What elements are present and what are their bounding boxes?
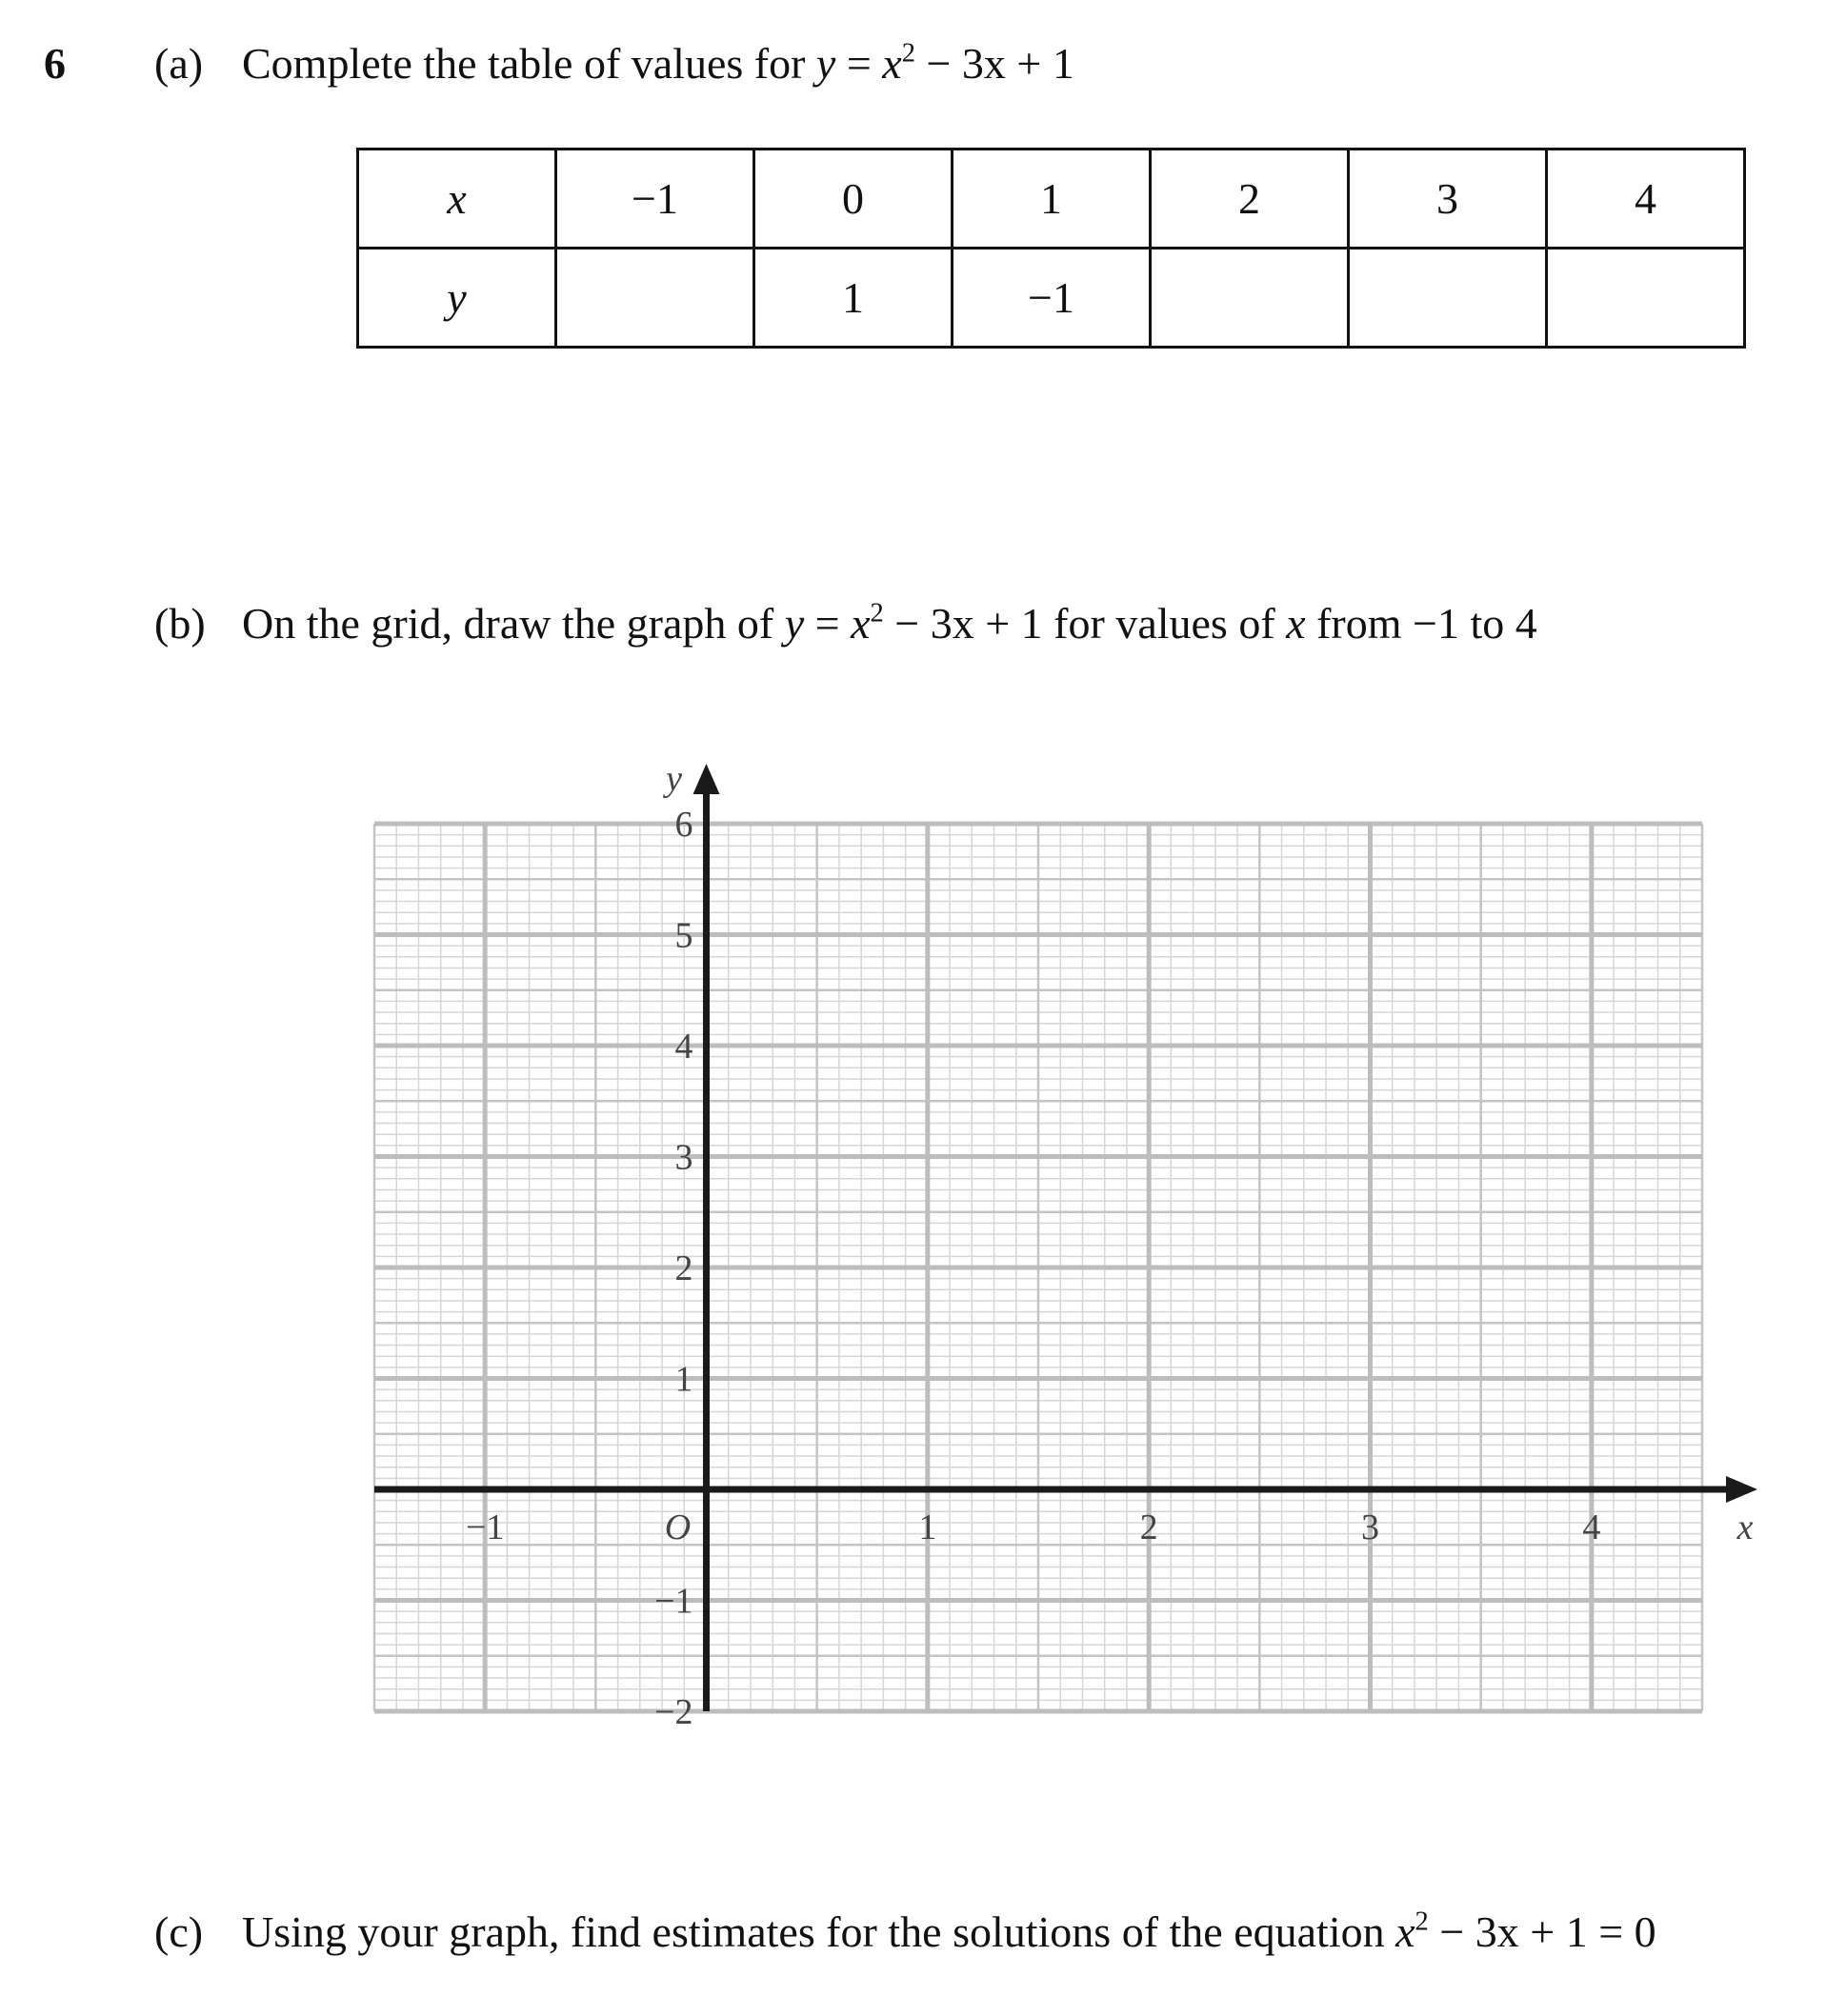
part-c-text: Using your graph, find estimates for the solutions of the equation: [242, 1907, 1396, 1956]
eq-square: 2: [870, 598, 884, 629]
x-value-cell: −1: [556, 150, 754, 249]
eq-x: x: [851, 599, 871, 648]
eq-equals: =: [804, 599, 852, 648]
y-tick-label: 2: [674, 1248, 693, 1288]
part-a-text: Complete the table of values for: [242, 39, 816, 88]
y-value-cell: −1: [953, 249, 1151, 348]
y-tick-label: 4: [674, 1027, 693, 1067]
y-axis-label: y: [666, 759, 682, 799]
x-axis-arrow: [1726, 1476, 1757, 1503]
eq-square: 2: [901, 38, 915, 69]
x-value-cell: 0: [754, 150, 953, 249]
eq-y: y: [815, 39, 836, 88]
y-tick-label: 6: [674, 805, 693, 845]
x-tick-label: 2: [1139, 1507, 1158, 1547]
y-tick-label: 5: [674, 915, 693, 956]
x-tick-label: 4: [1582, 1507, 1601, 1547]
eq-rest: − 3x + 1 = 0: [1428, 1907, 1656, 1956]
y-axis-arrow: [693, 764, 720, 794]
x-header: x: [358, 150, 556, 249]
part-c-label: (c): [154, 1907, 204, 1956]
eq-y: y: [784, 599, 805, 648]
eq-rest: − 3x + 1: [914, 39, 1074, 88]
x-tick-label: 1: [918, 1507, 937, 1547]
part-b-text: On the grid, draw the graph of: [242, 599, 785, 648]
question-number: 6: [44, 39, 66, 88]
part-c-prompt: [154, 1906, 1656, 1957]
x-value-cell: 2: [1151, 150, 1349, 249]
eq-x: x: [1395, 1907, 1415, 1956]
y-value-cell: 1: [754, 249, 953, 348]
x-tick-label: −1: [465, 1507, 505, 1547]
eq-x: x: [882, 39, 902, 88]
y-tick-label: −2: [654, 1692, 693, 1732]
y-tick-label: −1: [654, 1581, 693, 1622]
eq-rest: − 3x + 1 for values of: [883, 599, 1287, 648]
y-tick-label: 3: [674, 1137, 693, 1178]
origin-label: O: [664, 1507, 692, 1547]
var-x: x: [1286, 599, 1306, 648]
eq-equals: =: [835, 39, 883, 88]
x-value-cell: 1: [953, 150, 1151, 249]
x-value-cell: 3: [1349, 150, 1547, 249]
eq-square: 2: [1415, 1906, 1429, 1937]
y-tick-label: 1: [674, 1359, 693, 1400]
part-a-label: (a): [154, 39, 204, 88]
x-value-cell: 4: [1547, 150, 1745, 249]
part-b-range: from −1 to 4: [1305, 599, 1537, 648]
part-b-label: (b): [154, 599, 206, 648]
y-header: y: [358, 249, 556, 348]
x-tick-label: 3: [1361, 1507, 1379, 1547]
x-axis-label: x: [1736, 1507, 1754, 1547]
